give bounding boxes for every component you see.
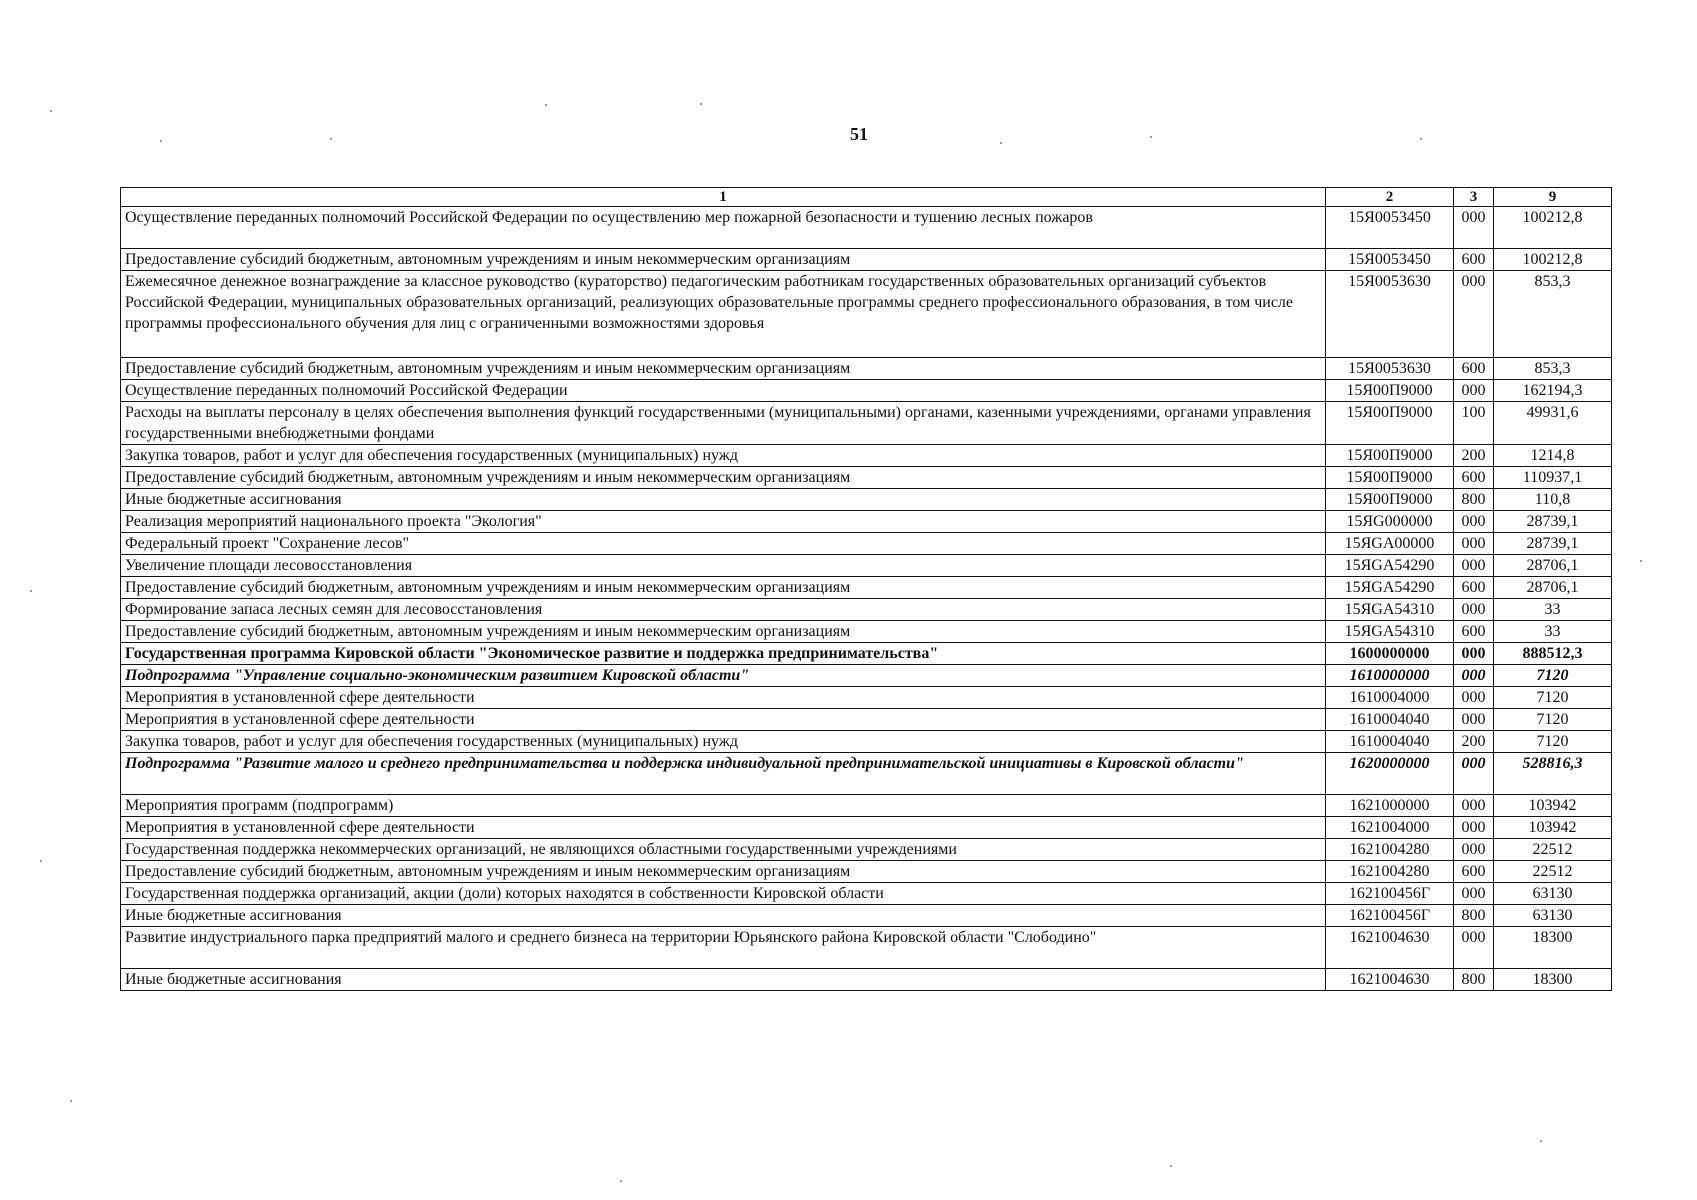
table-row <box>121 839 1612 861</box>
cell-name: Предоставление субсидий бюджетным, автономным учреждениям и иным некоммерческим организациям <box>121 467 1326 489</box>
cell-code: 1620000000 <box>1326 753 1454 795</box>
cell-name: Государственная программа Кировской области "Экономическое развитие и поддержка предпринимательства" <box>121 643 1326 665</box>
table-row <box>121 621 1612 643</box>
cell-vr: 000 <box>1454 709 1494 731</box>
table-row <box>121 687 1612 709</box>
cell-sum: 33 <box>1494 599 1612 621</box>
table-row <box>121 577 1612 599</box>
cell-code: 15Я00П9000 <box>1326 402 1454 445</box>
cell-name: Иные бюджетные ассигнования <box>121 905 1326 927</box>
page-number: 51 <box>850 124 868 144</box>
table-header-row <box>121 188 1612 207</box>
cell-vr: 000 <box>1454 271 1494 358</box>
cell-code: 15ЯGA54290 <box>1326 555 1454 577</box>
cell-name: Закупка товаров, работ и услуг для обеспечения государственных (муниципальных) нужд <box>121 445 1326 467</box>
cell-vr: 000 <box>1454 665 1494 687</box>
cell-sum: 63130 <box>1494 905 1612 927</box>
cell-vr: 000 <box>1454 643 1494 665</box>
cell-sum: 33 <box>1494 621 1612 643</box>
cell-sum: 18300 <box>1494 927 1612 969</box>
cell-code: 15Я0053630 <box>1326 358 1454 380</box>
cell-name: Мероприятия программ (подпрограмм) <box>121 795 1326 817</box>
cell-vr: 600 <box>1454 467 1494 489</box>
cell-name: Формирование запаса лесных семян для лесовосстановления <box>121 599 1326 621</box>
cell-vr: 000 <box>1454 207 1494 249</box>
cell-vr: 000 <box>1454 687 1494 709</box>
cell-code: 1610000000 <box>1326 665 1454 687</box>
cell-name: Подпрограмма "Управление социально-экономическим развитием Кировской области" <box>121 665 1326 687</box>
cell-name: Иные бюджетные ассигнования <box>121 969 1326 991</box>
cell-name: Государственная поддержка некоммерческих организаций, не являющихся областными государственными учреждениями <box>121 839 1326 861</box>
cell-sum: 28706,1 <box>1494 577 1612 599</box>
cell-vr: 000 <box>1454 511 1494 533</box>
header-vr: 3 <box>1454 188 1494 207</box>
cell-code: 15Я00П9000 <box>1326 489 1454 511</box>
cell-code: 1621004280 <box>1326 861 1454 883</box>
cell-sum: 1214,8 <box>1494 445 1612 467</box>
cell-name: Осуществление переданных полномочий Российской Федерации <box>121 380 1326 402</box>
cell-name: Иные бюджетные ассигнования <box>121 489 1326 511</box>
cell-sum: 853,3 <box>1494 271 1612 358</box>
table-row <box>121 861 1612 883</box>
cell-name: Расходы на выплаты персоналу в целях обеспечения выполнения функций государственными (муниципальными) органами, казенными учреждениями, органами управления государственными внебюджетными фондами <box>121 402 1326 445</box>
cell-sum: 100212,8 <box>1494 207 1612 249</box>
table-row <box>121 753 1612 795</box>
cell-code: 15Я00П9000 <box>1326 380 1454 402</box>
table-row <box>121 249 1612 271</box>
cell-sum: 49931,6 <box>1494 402 1612 445</box>
table-body <box>121 207 1612 991</box>
cell-code: 15ЯGA54290 <box>1326 577 1454 599</box>
cell-name: Ежемесячное денежное вознаграждение за классное руководство (кураторство) педагогическим работникам государственных образовательных организаций субъектов Российской Федерации, муниципальных образовательных организаций, реализующих образовательные программы среднего профессионального образования, в том числе программы профессионального обучения для лиц с ограниченными возможностями здоровья <box>121 271 1326 358</box>
table-row <box>121 905 1612 927</box>
cell-sum: 162194,3 <box>1494 380 1612 402</box>
table-row <box>121 599 1612 621</box>
cell-sum: 888512,3 <box>1494 643 1612 665</box>
cell-vr: 000 <box>1454 927 1494 969</box>
table-row <box>121 533 1612 555</box>
cell-vr: 800 <box>1454 489 1494 511</box>
cell-sum: 853,3 <box>1494 358 1612 380</box>
cell-code: 15Я00П9000 <box>1326 445 1454 467</box>
cell-name: Увеличение площади лесовосстановления <box>121 555 1326 577</box>
cell-name: Государственная поддержка организаций, акции (доли) которых находятся в собственности Кировской области <box>121 883 1326 905</box>
cell-code: 15Я0053630 <box>1326 271 1454 358</box>
cell-code: 15ЯGA54310 <box>1326 599 1454 621</box>
cell-code: 1610004040 <box>1326 731 1454 753</box>
cell-vr: 000 <box>1454 839 1494 861</box>
cell-name: Мероприятия в установленной сфере деятельности <box>121 817 1326 839</box>
cell-vr: 200 <box>1454 731 1494 753</box>
table-row <box>121 817 1612 839</box>
budget-table <box>120 187 1612 991</box>
cell-code: 1610004040 <box>1326 709 1454 731</box>
cell-code: 15Я0053450 <box>1326 249 1454 271</box>
cell-vr: 600 <box>1454 577 1494 599</box>
cell-name: Предоставление субсидий бюджетным, автономным учреждениям и иным некоммерческим организациям <box>121 249 1326 271</box>
table-row <box>121 207 1612 249</box>
header-code: 2 <box>1326 188 1454 207</box>
cell-name: Предоставление субсидий бюджетным, автономным учреждениям и иным некоммерческим организациям <box>121 861 1326 883</box>
cell-vr: 000 <box>1454 817 1494 839</box>
cell-vr: 600 <box>1454 861 1494 883</box>
cell-name: Развитие индустриального парка предприятий малого и среднего бизнеса на территории Юрьянского района Кировской области "Слободино" <box>121 927 1326 969</box>
cell-sum: 18300 <box>1494 969 1612 991</box>
cell-name: Предоставление субсидий бюджетным, автономным учреждениям и иным некоммерческим организациям <box>121 358 1326 380</box>
table-row <box>121 511 1612 533</box>
table-row <box>121 467 1612 489</box>
table-row <box>121 709 1612 731</box>
cell-code: 1600000000 <box>1326 643 1454 665</box>
cell-vr: 600 <box>1454 358 1494 380</box>
cell-vr: 000 <box>1454 795 1494 817</box>
cell-sum: 7120 <box>1494 665 1612 687</box>
cell-code: 162100456Г <box>1326 883 1454 905</box>
cell-code: 1621004630 <box>1326 927 1454 969</box>
cell-code: 1621004630 <box>1326 969 1454 991</box>
table-row <box>121 402 1612 445</box>
cell-vr: 200 <box>1454 445 1494 467</box>
cell-sum: 28739,1 <box>1494 533 1612 555</box>
cell-code: 15ЯGA00000 <box>1326 533 1454 555</box>
cell-code: 162100456Г <box>1326 905 1454 927</box>
cell-sum: 7120 <box>1494 687 1612 709</box>
table-row <box>121 883 1612 905</box>
table-row <box>121 271 1612 358</box>
cell-code: 1610004000 <box>1326 687 1454 709</box>
cell-code: 1621000000 <box>1326 795 1454 817</box>
cell-name: Закупка товаров, работ и услуг для обеспечения государственных (муниципальных) нужд <box>121 731 1326 753</box>
cell-code: 1621004280 <box>1326 839 1454 861</box>
cell-sum: 103942 <box>1494 817 1612 839</box>
cell-sum: 22512 <box>1494 861 1612 883</box>
cell-sum: 100212,8 <box>1494 249 1612 271</box>
table-row <box>121 795 1612 817</box>
cell-sum: 7120 <box>1494 709 1612 731</box>
cell-sum: 63130 <box>1494 883 1612 905</box>
header-sum: 9 <box>1494 188 1612 207</box>
cell-name: Федеральный проект "Сохранение лесов" <box>121 533 1326 555</box>
table-row <box>121 445 1612 467</box>
cell-sum: 7120 <box>1494 731 1612 753</box>
cell-code: 15Я0053450 <box>1326 207 1454 249</box>
cell-name: Мероприятия в установленной сфере деятельности <box>121 687 1326 709</box>
table-row <box>121 380 1612 402</box>
cell-vr: 000 <box>1454 753 1494 795</box>
cell-vr: 000 <box>1454 380 1494 402</box>
cell-sum: 28739,1 <box>1494 511 1612 533</box>
cell-name: Подпрограмма "Развитие малого и среднего предпринимательства и поддержка индивидуальной предпринимательской инициативы в Кировской области" <box>121 753 1326 795</box>
cell-vr: 600 <box>1454 249 1494 271</box>
cell-name: Реализация мероприятий национального проекта "Экология" <box>121 511 1326 533</box>
table-row <box>121 489 1612 511</box>
table-row <box>121 969 1612 991</box>
table-row <box>121 555 1612 577</box>
cell-name: Осуществление переданных полномочий Российской Федерации по осуществлению мер пожарной безопасности и тушению лесных пожаров <box>121 207 1326 249</box>
cell-code: 15Я00П9000 <box>1326 467 1454 489</box>
cell-vr: 000 <box>1454 533 1494 555</box>
table-row <box>121 665 1612 687</box>
cell-name: Предоставление субсидий бюджетным, автономным учреждениям и иным некоммерческим организациям <box>121 621 1326 643</box>
cell-code: 15ЯG000000 <box>1326 511 1454 533</box>
cell-vr: 800 <box>1454 905 1494 927</box>
table-row <box>121 927 1612 969</box>
cell-sum: 110,8 <box>1494 489 1612 511</box>
cell-vr: 000 <box>1454 883 1494 905</box>
header-name: 1 <box>121 188 1326 207</box>
cell-code: 15ЯGA54310 <box>1326 621 1454 643</box>
table-row <box>121 358 1612 380</box>
cell-name: Мероприятия в установленной сфере деятельности <box>121 709 1326 731</box>
cell-sum: 22512 <box>1494 839 1612 861</box>
cell-vr: 000 <box>1454 555 1494 577</box>
cell-sum: 528816,3 <box>1494 753 1612 795</box>
cell-vr: 600 <box>1454 621 1494 643</box>
cell-vr: 800 <box>1454 969 1494 991</box>
cell-name: Предоставление субсидий бюджетным, автономным учреждениям и иным некоммерческим организациям <box>121 577 1326 599</box>
cell-sum: 103942 <box>1494 795 1612 817</box>
cell-sum: 110937,1 <box>1494 467 1612 489</box>
cell-vr: 000 <box>1454 599 1494 621</box>
cell-vr: 100 <box>1454 402 1494 445</box>
cell-sum: 28706,1 <box>1494 555 1612 577</box>
table-row <box>121 731 1612 753</box>
table-row <box>121 643 1612 665</box>
cell-code: 1621004000 <box>1326 817 1454 839</box>
